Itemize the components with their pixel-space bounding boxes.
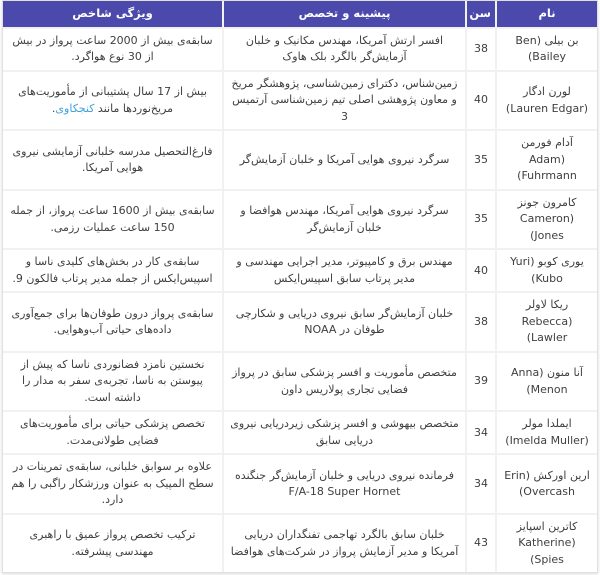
background-cell: متخصص مأموریت و افسر پزشکی سابق در پرواز فضایی تجاری پولاریس داون <box>224 351 467 411</box>
header-feature: ویژگی شاخص <box>3 1 224 27</box>
feature-text: بیش از 17 سال پشتیبانی از مأموریت‌های مریخ‌نوردها مانند <box>18 85 207 115</box>
header-row <box>3 1 597 27</box>
table-row <box>3 248 597 291</box>
name-cell: آنا منون (Anna Menon) <box>497 351 597 411</box>
age-cell: 34 <box>467 453 497 513</box>
header-age: سن <box>467 1 497 27</box>
age-cell: 34 <box>467 410 497 453</box>
astronauts-table <box>2 0 598 573</box>
table-row <box>3 129 597 189</box>
background-cell: زمین‌شناس، دکترای زمین‌شناسی، پژوهشگر مریخ و معاون پژوهشی اصلی تیم زمین‌شناسی آرتمیس 3 <box>224 70 467 130</box>
background-cell: فرمانده نیروی دریایی و خلبان آزمایش‌گر جنگنده F/A-18 Super Hornet <box>224 453 467 513</box>
feature-cell: سابقه‌ی بیش از 2000 ساعت پرواز در بیش از 30 نوع هواگرد. <box>3 27 224 70</box>
table-row <box>3 453 597 513</box>
age-cell: 38 <box>467 291 497 351</box>
table-row <box>3 27 597 70</box>
feature-cell: فارغ‌التحصیل مدرسه خلبانی آزمایشی نیروی هوایی آمریکا. <box>3 129 224 189</box>
name-cell: ارین اورکش (Erin Overcash) <box>497 453 597 513</box>
table-row <box>3 291 597 351</box>
background-cell: خلبان سابق بالگرد تهاجمی تفنگداران دریایی آمریکا و مدیر آزمایش پرواز در شرکت‌های هوافضا <box>224 513 467 573</box>
age-cell: 40 <box>467 70 497 130</box>
age-cell: 43 <box>467 513 497 573</box>
name-cell: ریکا لاولر (Rebecca Lawler) <box>497 291 597 351</box>
table-row <box>3 70 597 130</box>
header-background: پیشینه و تخصص <box>224 1 467 27</box>
age-cell: 38 <box>467 27 497 70</box>
name-cell: بن بیلی (Ben Bailey) <box>497 27 597 70</box>
name-cell: کاترین اسپایز (Katherine Spies) <box>497 513 597 573</box>
table-row <box>3 189 597 249</box>
table-row <box>3 410 597 453</box>
feature-cell <box>3 70 224 130</box>
background-cell: متخصص بیهوشی و افسر پزشکی زیردریایی نیروی دریایی سابق <box>224 410 467 453</box>
feature-cell: سابقه‌ی بیش از 1600 ساعت پرواز، از جمله 150 ساعت عملیات رزمی. <box>3 189 224 249</box>
background-cell: خلبان آزمایش‌گر سابق نیروی دریایی و شکارچی طوفان در NOAA <box>224 291 467 351</box>
background-cell: سرگرد نیروی هوایی آمریکا، مهندس هوافضا و خلبان آزمایش‌گر <box>224 189 467 249</box>
age-cell: 39 <box>467 351 497 411</box>
age-cell: 35 <box>467 129 497 189</box>
feature-text: . <box>51 101 56 115</box>
age-cell: 40 <box>467 248 497 291</box>
age-cell: 35 <box>467 189 497 249</box>
feature-cell: تخصص پزشکی حیاتی برای مأموریت‌های فضایی طولانی‌مدت. <box>3 410 224 453</box>
curiosity-link[interactable]: کنجکاوی <box>55 101 95 115</box>
name-cell: آدام فورمن (Adam Fuhrmann) <box>497 129 597 189</box>
background-cell: افسر ارتش آمریکا، مهندس مکانیک و خلبان آزمایش‌گر بالگرد بلک هاوک <box>224 27 467 70</box>
name-cell: ایملدا مولر (Imelda Muller) <box>497 410 597 453</box>
name-cell: کامرون جونز (Cameron Jones) <box>497 189 597 249</box>
feature-cell: سابقه‌ی پرواز درون طوفان‌ها برای جمع‌آوری داده‌های حیاتی آب‌وهوایی. <box>3 291 224 351</box>
background-cell: مهندس برق و کامپیوتر، مدیر اجرایی مهندسی و مدیر پرتاب سابق اسپیس‌ایکس <box>224 248 467 291</box>
feature-cell: علاوه بر سوابق خلبانی، سابقه‌ی تمرینات در سطح المپیک به عنوان ورزشکار راگبی را هم دارد. <box>3 453 224 513</box>
name-cell: لورن ادگار (Lauren Edgar) <box>497 70 597 130</box>
table-row <box>3 351 597 411</box>
feature-cell: سابقه‌ی کار در بخش‌های کلیدی ناسا و اسپیس‌ایکس از جمله مدیر پرتاب فالکون 9. <box>3 248 224 291</box>
name-cell: یوری کوبو (Yuri Kubo) <box>497 248 597 291</box>
background-cell: سرگرد نیروی هوایی آمریکا و خلبان آزمایش‌گر <box>224 129 467 189</box>
table-row <box>3 513 597 573</box>
table-body <box>3 27 597 573</box>
header-name: نام <box>497 1 597 27</box>
feature-cell: نخستین نامزد فضانوردی ناسا که پیش از پیوستن به ناسا، تجربه‌ی سفر به مدار را داشته است. <box>3 351 224 411</box>
feature-cell: ترکیب تخصص پرواز عمیق با راهبری مهندسی پیشرفته. <box>3 513 224 573</box>
